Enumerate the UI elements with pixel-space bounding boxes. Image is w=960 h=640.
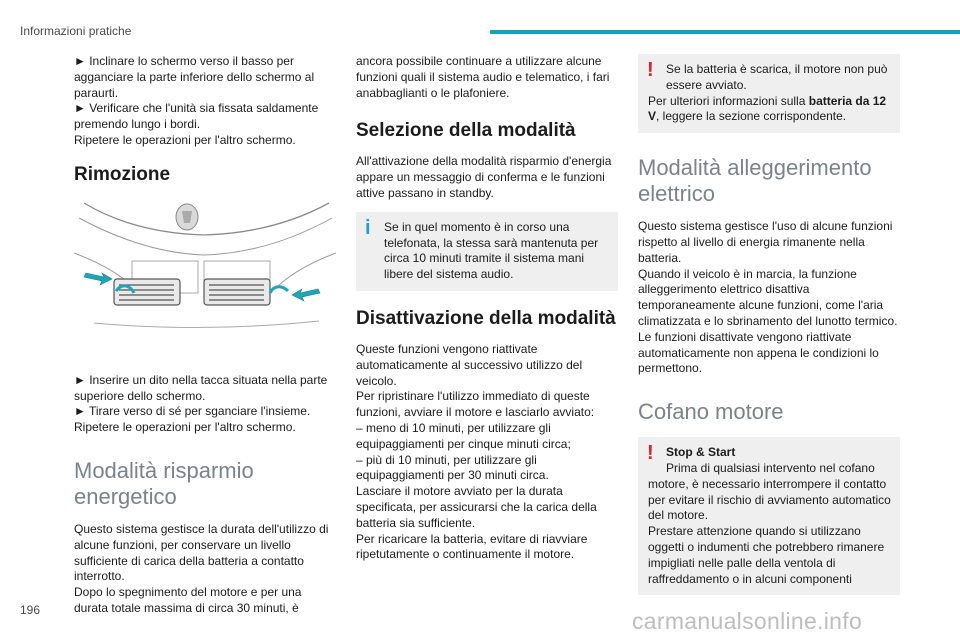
stop-start-title: Stop & Start — [666, 445, 736, 460]
stop-start-text: Prima di qualsiasi intervento nel cofano motore, è necessario interrompere il contatto per evitare il rischio di avviamento automatico del motore. — [648, 460, 891, 523]
battery-warning-note — [638, 54, 900, 133]
energy-saving-continued: ancora possibile continuare a utilizzare alcune funzioni quali il sistema audio e telematico, i fari anabbaglianti o le plafoniere. — [356, 54, 610, 100]
deactivation-line-6: Per ricaricare la batteria, evitare di riavviare ripetutamente o continuamente il motore. — [356, 531, 588, 562]
electric-load-line-3: Le funzioni disattivate vengono riattivate automaticamente non appena le condizioni lo permettono. — [638, 329, 879, 376]
hood-heading: Cofano motore — [638, 399, 784, 425]
removal-step-1: ► Inserire un dito nella tacca situata nella parte superiore dello schermo. — [74, 372, 328, 403]
left-screen-grille — [114, 279, 180, 305]
energy-saving-text: Questo sistema gestisce la durata dell'utilizzo di alcune funzioni, per conservare un livello sufficiente di carica della batteria a contatto interrotto. — [74, 521, 329, 584]
column-3 — [638, 54, 900, 605]
lion-emblem-icon — [176, 204, 198, 230]
battery-warning-text: Se la batteria è scarica, il motore non può essere avviato. — [666, 62, 888, 92]
stop-start-warning — [638, 437, 900, 595]
intro-step-3: Ripetere le operazioni per l'altro schermo. — [74, 132, 296, 147]
mode-selection-text: All'attivazione della modalità risparmio d'energia appare un messaggio di conferma e le funzioni attive passano in standby. — [356, 154, 612, 200]
phone-call-note — [356, 212, 618, 291]
stop-start-text-2: Prestare attenzione quando si utilizzano oggetti o indumenti che potrebbero rimanere impigliati nelle palle della ventola di raffreddamento o in alcuni componenti — [648, 524, 885, 586]
watermark: carmanualsonline.info — [632, 608, 863, 634]
right-screen-grille — [204, 279, 270, 305]
phone-call-note-text: Se in quel momento è in corso una telefonata, la stessa sarà mantenuta per circa 10 minuti tramite il sistema mani libere del sistema audio. — [384, 219, 599, 282]
deactivation-line-5: Lasciare il motore avviato per la durata specificata, per assicurarsi che la carica della batteria sia sufficiente. — [356, 484, 597, 530]
column-2 — [356, 54, 618, 563]
page-number: 196 — [20, 603, 41, 617]
electric-load-line-1: Questo sistema gestisce l'uso di alcune funzioni rispetto al livello di energia rimanente nella batteria. — [638, 219, 893, 265]
removal-step-2: ► Tirare verso di sé per sganciare l'insieme. — [74, 404, 311, 419]
deactivation-heading: Disattivazione della modalità — [356, 307, 616, 329]
deactivation-line-4: – più di 10 minuti, per utilizzare gli equipaggiamenti per 30 minuti circa. — [356, 452, 549, 483]
electric-load-heading: Modalità alleggerimento elettrico — [638, 155, 872, 207]
deactivation-line-2: Per ripristinare l'utilizzo immediato di queste funzioni, avviare il motore e lasciarlo avviato: — [356, 389, 595, 420]
deactivation-line-3: – meno di 10 minuti, per utilizzare gli equipaggiamenti per cinque minuti circa; — [356, 420, 571, 451]
exclamation-icon: ! — [647, 59, 654, 81]
info-icon: i — [365, 216, 371, 239]
exclamation-icon: ! — [647, 442, 654, 465]
battery-more-info-post: , leggere la sezione corrispondente. — [656, 109, 847, 124]
intro-step-2: ► Verificare che l'unità sia fissata saldamente premendo lungo i bordi. — [74, 101, 319, 132]
battery-more-info-pre: Per ulteriori informazioni sulla — [648, 93, 809, 108]
header-accent-bar — [490, 30, 960, 34]
energy-saving-heading: Modalità risparmio energetico — [74, 457, 254, 509]
energy-saving-text-2: Dopo lo spegnimento del motore e per una durata totale massima di circa 30 minuti, è — [74, 585, 302, 615]
electric-load-line-2: Quando il veicolo è in marcia, la funzione alleggerimento elettrico disattiva temporaneamente alcune funzioni, come l'aria climatizzata e lo sbrinamento del lunotto termico. — [638, 266, 898, 328]
section-header: Informazioni pratiche — [20, 24, 132, 38]
battery-more-info — [648, 94, 892, 126]
mode-selection-heading: Selezione della modalità — [356, 120, 576, 142]
intro-step-1: ► Inclinare lo schermo verso il basso per agganciare la parte inferiore dello schermo al paraurti. — [74, 54, 315, 100]
battery-12v-label: batteria da 12 V — [648, 93, 887, 124]
removal-heading: Rimozione — [74, 163, 171, 185]
deactivation-line-1: Queste funzioni vengono riattivate automaticamente al successivo utilizzo del veicolo. — [356, 341, 583, 388]
bumper-screen-illustration — [74, 193, 336, 336]
removal-step-3: Ripetere le operazioni per l'altro schermo. — [74, 420, 296, 435]
